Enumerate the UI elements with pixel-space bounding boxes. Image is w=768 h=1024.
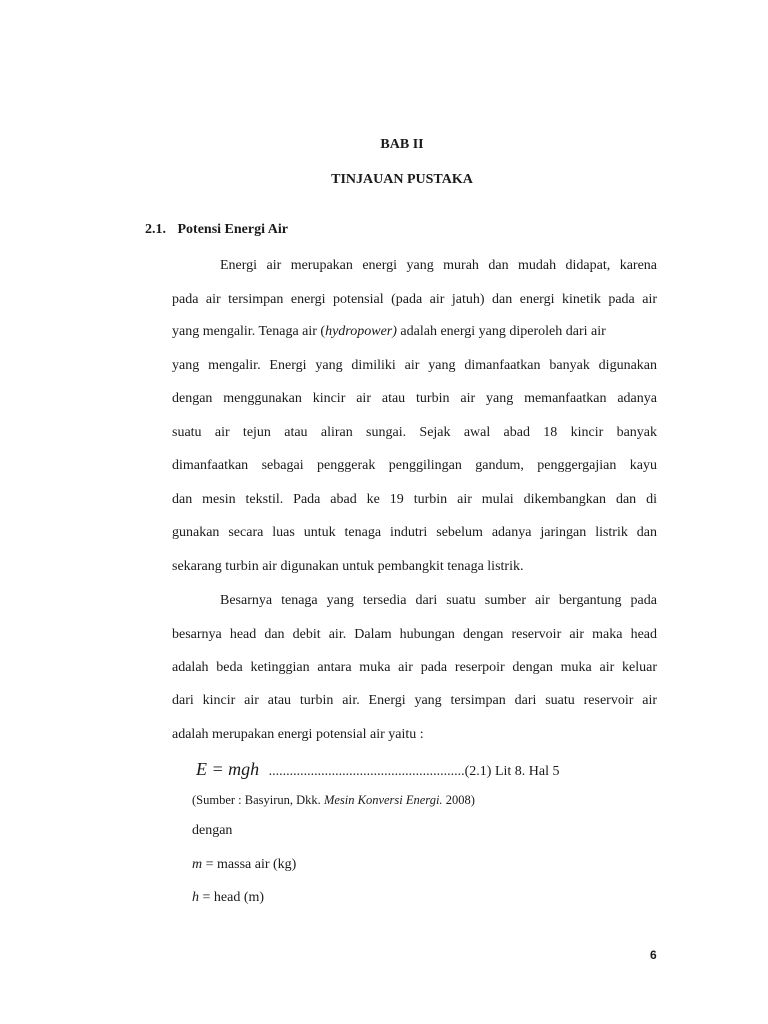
- paragraph-line: besarnya head dan debit air. Dalam hubungan dengan reservoir air maka head: [172, 627, 657, 642]
- citation-text: (Sumber : Basyirun, Dkk.: [192, 793, 324, 807]
- line-segment: yang mengalir. Tenaga air (: [172, 324, 326, 339]
- paragraph-line: sekarang turbin air digunakan untuk pembangkit tenaga listrik.: [172, 559, 524, 574]
- definition-text: = massa air (kg): [202, 857, 297, 872]
- definition-m: [192, 856, 296, 874]
- chapter-title: BAB II: [380, 137, 424, 152]
- equation: [196, 758, 560, 783]
- variable-symbol: h: [192, 890, 199, 905]
- paragraph-line: dimanfaatkan sebagai penggerak penggilingan gandum, penggergajian kayu: [172, 458, 657, 473]
- paragraph-line: yang mengalir. Energi yang dimiliki air yang dimanfaatkan banyak digunakan: [172, 358, 657, 373]
- section-title: Potensi Energi Air: [177, 222, 288, 237]
- variable-symbol: m: [192, 857, 203, 872]
- paragraph-line: Energi air merupakan energi yang murah dan mudah didapat, karena: [220, 258, 657, 273]
- paragraph-line: adalah merupakan energi potensial air yaitu :: [172, 727, 424, 742]
- page-number: 6: [650, 948, 657, 962]
- citation-text: 2008): [442, 793, 475, 807]
- equation-formula: E = mgh: [196, 759, 260, 779]
- paragraph-line: dan mesin tekstil. Pada abad ke 19 turbin air mulai dikembangkan dan di: [172, 492, 657, 507]
- paragraph-line: [172, 323, 657, 341]
- paragraph-line: dari kincir air atau turbin air. Energi yang tersimpan dari suatu reservoir air: [172, 693, 657, 708]
- citation-book-title: Mesin Konversi Energi.: [323, 793, 443, 807]
- chapter-subtitle: TINJAUAN PUSTAKA: [331, 172, 473, 187]
- paragraph-line: adalah beda ketinggian antara muka air pada reserpoir dengan muka air keluar: [172, 660, 657, 675]
- paragraph-line: dengan menggunakan kincir air atau turbin air yang memanfaatkan adanya: [172, 391, 657, 406]
- source-citation: [192, 792, 475, 808]
- definition-h: [192, 889, 264, 907]
- line-segment: adalah energi yang diperoleh dari air: [396, 324, 606, 339]
- paragraph-line: Besarnya tenaga yang tersedia dari suatu sumber air bergantung pada: [220, 593, 657, 608]
- definitions-intro: dengan: [192, 823, 233, 838]
- section-number: 2.1.: [145, 222, 166, 237]
- paragraph-line: gunakan secara luas untuk tenaga indutri sebelum adanya jaringan listrik dan: [172, 525, 657, 540]
- section-heading: [145, 221, 288, 239]
- italic-term: hydropower): [325, 324, 397, 339]
- definition-text: = head (m): [199, 890, 265, 905]
- paragraph-line: pada air tersimpan energi potensial (pada air jatuh) dan energi kinetik pada air: [172, 292, 657, 307]
- paragraph-line: suatu air tejun atau aliran sungai. Sejak awal abad 18 kincir banyak: [172, 425, 657, 440]
- equation-reference: ........................................................(2.1) Lit 8. Hal 5: [268, 764, 560, 779]
